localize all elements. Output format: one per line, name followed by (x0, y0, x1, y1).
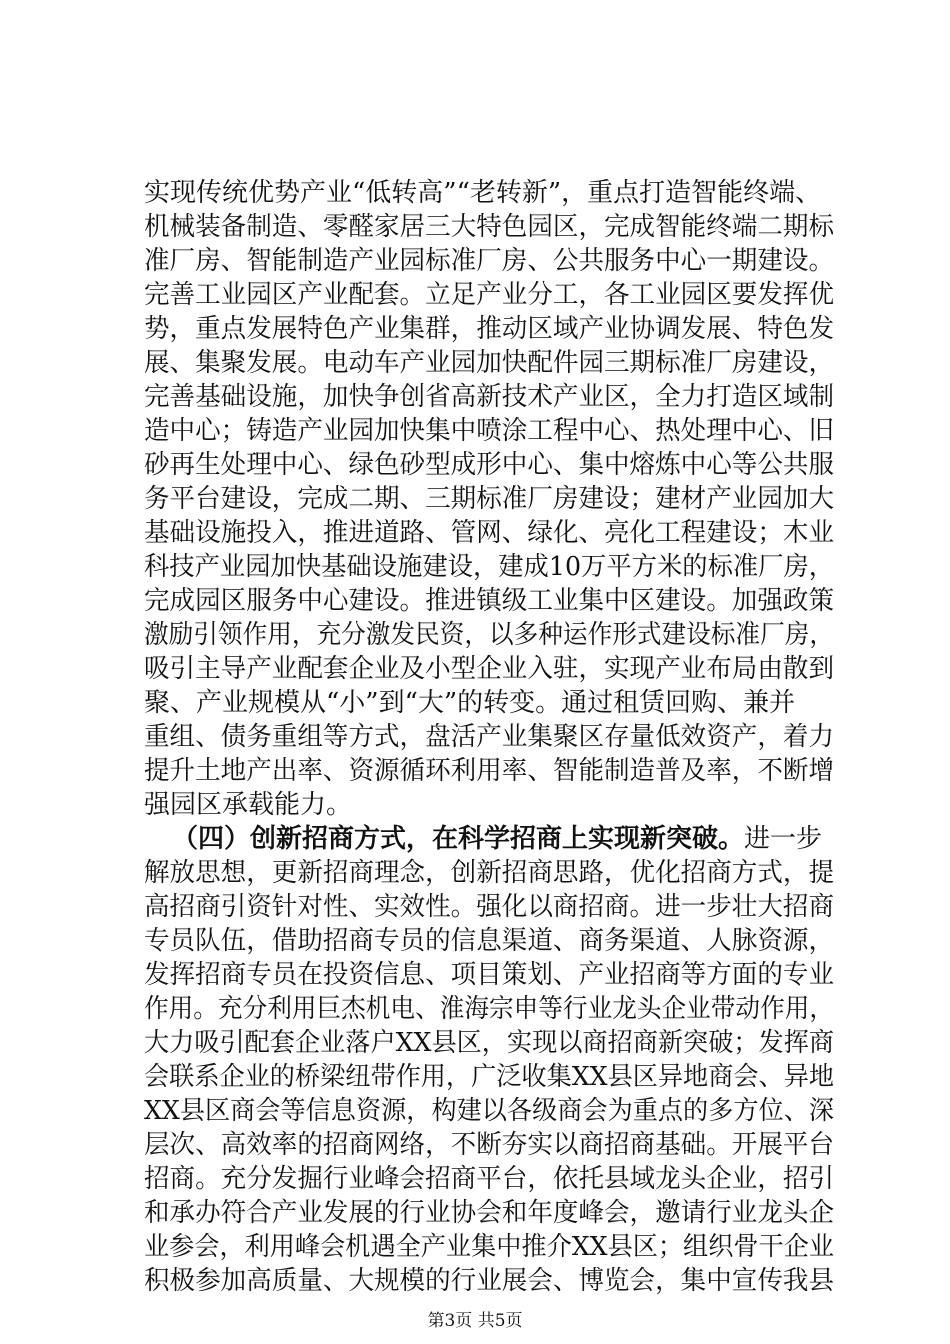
paragraph-line: 招商。充分发掘行业峰会招商平台，依托县域龙头企业，招引 (144, 1164, 835, 1194)
page-number-footer: 第3页 共5页 (427, 1311, 523, 1331)
paragraph-line: 基础设施投入，推进道路、管网、绿化、亮化工程建设；木业 (144, 518, 835, 548)
paragraph-line: 展、集聚发展。电动车产业园加快配件园三期标准厂房建设， (144, 348, 835, 378)
paragraph-line: 科技产业园加快基础设施建设，建成10万平方米的标准厂房， (144, 552, 835, 582)
paragraph-line: 大力吸引配套企业落户XX县区，实现以商招商新突破；发挥商 (144, 1028, 835, 1058)
paragraph-line: 提升土地产出率、资源循环利用率、智能制造普及率，不断增 (144, 756, 835, 786)
paragraph-line: XX县区商会等信息资源，构建以各级商会为重点的多方位、深 (144, 1096, 835, 1126)
section-4-first-line-text: 进一步 (744, 824, 823, 854)
paragraph-line: 解放思想，更新招商理念，创新招商思路，优化招商方式，提 (144, 858, 835, 888)
paragraph-line: 业参会，利用峰会机遇全产业集中推介XX县区；组织骨干企业 (144, 1232, 835, 1262)
paragraph-line: 砂再生处理中心、绿色砂型成形中心、集中熔炼中心等公共服 (144, 450, 835, 480)
paragraph-line: 层次、高效率的招商网络，不断夯实以商招商基础。开展平台 (144, 1130, 835, 1160)
section-4-first-line (172, 822, 834, 856)
paragraph-line: 专员队伍，借助招商专员的信息渠道、商务渠道、人脉资源， (144, 926, 835, 956)
paragraph-line: 完成园区服务中心建设。推进镇级工业集中区建设。加强政策 (144, 586, 835, 616)
paragraph-line: 积极参加高质量、大规模的行业展会、博览会，集中宣传我县 (144, 1266, 835, 1296)
paragraph-line: 务平台建设，完成二期、三期标准厂房建设；建材产业园加大 (144, 484, 835, 514)
paragraph-line: 完善工业园区产业配套。立足产业分工，各工业园区要发挥优 (144, 280, 835, 310)
paragraph-line: 准厂房、智能制造产业园标准厂房、公共服务中心一期建设。 (144, 246, 835, 276)
paragraph-line: 和承办符合产业发展的行业协会和年度峰会，邀请行业龙头企 (144, 1198, 835, 1228)
paragraph-line: 吸引主导产业配套企业及小型企业入驻，实现产业布局由散到 (144, 654, 835, 684)
paragraph-line: 完善基础设施，加快争创省高新技术产业区，全力打造区域制 (144, 382, 835, 412)
paragraph-line: 激励引领作用，充分激发民资，以多种运作形式建设标准厂房， (144, 620, 835, 650)
paragraph-line: 造中心；铸造产业园加快集中喷涂工程中心、热处理中心、旧 (144, 416, 835, 446)
paragraph-line: 会联系企业的桥梁纽带作用，广泛收集XX县区异地商会、异地 (144, 1062, 835, 1092)
paragraph-line: 高招商引资针对性、实效性。强化以商招商。进一步壮大招商 (144, 892, 835, 922)
paragraph-line: 重组、债务重组等方式，盘活产业集聚区存量低效资产，着力 (144, 722, 835, 752)
section-4-heading: （四）创新招商方式，在科学招商上实现新突破。 (172, 824, 745, 854)
paragraph-line: 势，重点发展特色产业集群，推动区域产业协调发展、特色发 (144, 314, 835, 344)
paragraph-line: 发挥招商专员在投资信息、项目策划、产业招商等方面的专业 (144, 960, 835, 990)
paragraph-line: 实现传统优势产业“低转高”“老转新”，重点打造智能终端、 (144, 178, 822, 208)
paragraph-line: 作用。充分利用巨杰机电、淮海宗申等行业龙头企业带动作用， (144, 994, 835, 1024)
paragraph-line: 强园区承载能力。 (144, 790, 353, 820)
paragraph-line: 机械装备制造、零醛家居三大特色园区，完成智能终端二期标 (144, 212, 835, 242)
paragraph-line: 聚、产业规模从“小”到“大”的转变。通过租赁回购、兼并 (144, 688, 796, 718)
